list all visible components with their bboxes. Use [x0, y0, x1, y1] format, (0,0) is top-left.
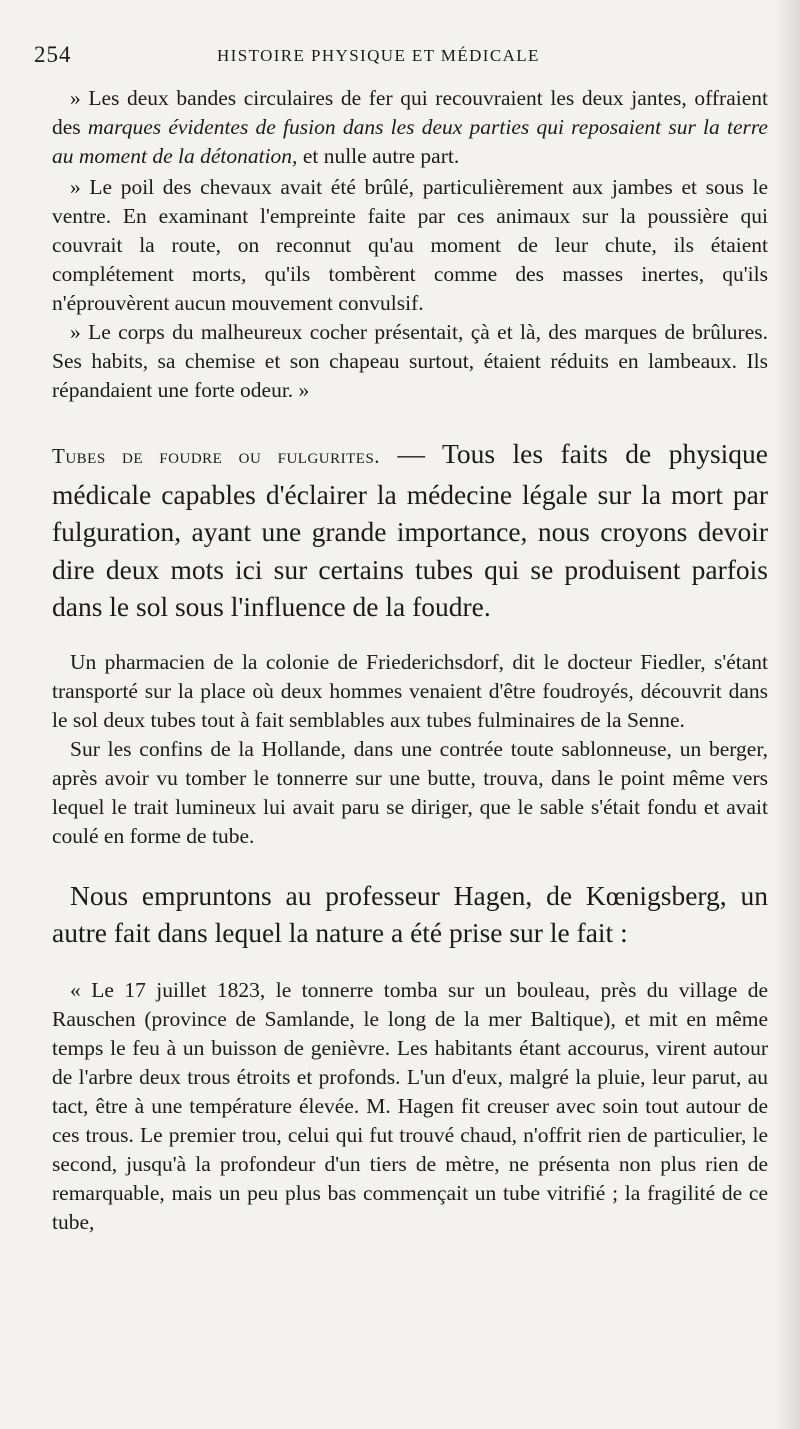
paragraph-wheel-bands: [52, 84, 768, 171]
running-head: HISTOIRE PHYSIQUE ET MÉDICALE: [217, 46, 540, 65]
paragraph-fulgurites-text: Tous les faits de physique médicale capables d'éclairer la médecine légale sur la mort par fulguration, ayant une grande importance, nous croyons devoir dire deux mots ici sur certains tubes qui se produisent parfois dans le sol sous l'influence de la foudre.: [52, 438, 768, 622]
section-heading-dash: —: [380, 438, 442, 469]
page-number: 254: [34, 42, 72, 67]
paragraph-fulgurites-intro: [52, 435, 768, 626]
paragraph-holland-shepherd: Sur les confins de la Hollande, dans une contrée toute sablonneuse, un berger, après avoir vu tomber le tonnerre sur une butte, trouva, dans le point même vers lequel le trait lumineux lui avait paru se diriger, que le sable s'était fondu et avait coulé en forme de tube.: [52, 736, 768, 848]
page-header: [34, 42, 754, 72]
paragraph-hagen-intro: Nous empruntons au professeur Hagen, de Kœnigsberg, un autre fait dans lequel la nature a été prise sur le fait :: [52, 879, 768, 948]
paragraph-horse-hair: » Le poil des chevaux avait été brûlé, particulièrement aux jambes et sous le ventre. En examinant l'empreinte faite par ces animaux sur la poussière qui couvrait la route, on reconnut qu'au moment de leur chute, ils étaient complétement morts, qu'ils tombèrent comme des masses inertes, qu'ils n'éprouvèrent aucun mouvement convulsif.: [52, 175, 768, 315]
paragraph-wheel-bands-start: » Les deux bandes circulaires de fer qui recouvraient les deux jantes, offraient des: [52, 86, 768, 139]
paragraph-friederichsdorf: Un pharmacien de la colonie de Friederichsdorf, dit le docteur Fiedler, s'étant transporté sur la place où deux hommes venaient d'être foudroyés, découvrit dans le sol deux tubes tout à fait semblables aux tubes fulminaires de la Senne.: [52, 649, 768, 732]
section-heading-fulgurites: Tubes de foudre ou fulgurites.: [52, 444, 381, 468]
paragraph-wheel-bands-end: et nulle autre part.: [297, 144, 460, 168]
paragraph-wheel-bands-italic: marques évidentes de fusion dans les deux parties qui reposaient sur la terre au moment de la détonation,: [52, 115, 768, 168]
page-body: [52, 84, 768, 1237]
paragraph-coachman-body: » Le corps du malheureux cocher présentait, çà et là, des marques de brûlures. Ses habits, sa chemise et son chapeau surtout, étaient réduits en lambeaux. Ils répandaient une forte odeur. »: [52, 320, 768, 402]
paragraph-rauschen-quote: « Le 17 juillet 1823, le tonnerre tomba sur un bouleau, près du village de Rauschen (province de Samlande, le long de la mer Baltique), et mit en même temps le feu à un buisson de genièvre. Les habitants étant accourus, virent autour de l'arbre deux trous étroits et profonds. L'un d'eux, malgré la pluie, leur parut, au tact, être à une température élevée. M. Hagen fit creuser avec soin tout autour de ces trous. Le premier trou, celui qui fut trouvé chaud, n'offrit rien de particulier, le second, jusqu'à la profondeur d'un tiers de mètre, ne présenta non plus rien de remarquable, mais un peu plus bas commençait un tube vitrifié ; la fragilité de ce tube,: [52, 977, 768, 1234]
page-fold-shadow: [774, 0, 800, 1429]
